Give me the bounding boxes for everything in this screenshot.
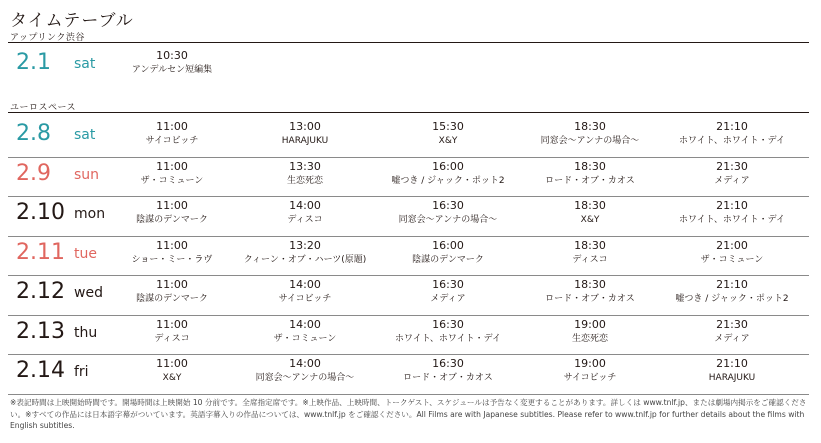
screening-time: 14:00 bbox=[289, 278, 321, 291]
date-label: 2.9 bbox=[16, 160, 51, 186]
screening-slot bbox=[240, 278, 370, 306]
film-title: サイコビッチ bbox=[563, 373, 617, 383]
screening-time: 16:00 bbox=[432, 159, 464, 173]
venue-label-uplink: アップリンク渋谷 bbox=[10, 33, 85, 43]
screening-slot bbox=[240, 318, 370, 346]
screening-time: 11:00 bbox=[156, 238, 188, 252]
film-title: 生恋死恋 bbox=[286, 175, 323, 186]
film-title: ホワイト、ホワイト・デイ bbox=[394, 333, 502, 344]
screening-slot bbox=[240, 357, 370, 385]
date-label: 2.12 bbox=[16, 279, 65, 304]
screening-slot bbox=[107, 357, 237, 385]
screening-slot bbox=[107, 199, 237, 227]
screening-slot bbox=[383, 318, 513, 346]
screening-time: 11:00 bbox=[156, 120, 188, 133]
screening-time: 16:30 bbox=[432, 278, 464, 291]
screening-time: 13:00 bbox=[289, 120, 321, 133]
film-title: 嘘つき / ジャック・ポット2 bbox=[391, 175, 505, 186]
screening-slot bbox=[383, 357, 513, 385]
film-title: 陰謀のデンマーク bbox=[412, 254, 484, 265]
schedule-row bbox=[8, 117, 809, 157]
screening-time: 21:30 bbox=[716, 159, 748, 173]
weekday-label: sat bbox=[74, 56, 96, 72]
film-title: メディア bbox=[430, 294, 466, 304]
film-title: ホワイト、ホワイト・デイ bbox=[678, 136, 786, 146]
screening-slot bbox=[525, 199, 655, 227]
screening-time: 14:00 bbox=[289, 357, 321, 370]
screening-time: 11:00 bbox=[156, 159, 188, 173]
screening-time: 21:30 bbox=[716, 317, 748, 331]
weekday-label: thu bbox=[74, 324, 98, 341]
screening-slot bbox=[667, 278, 797, 306]
film-title: サイコビッチ bbox=[278, 294, 332, 304]
schedule-row bbox=[8, 196, 809, 236]
film-title: 陰謀のデンマーク bbox=[136, 215, 208, 225]
screening-slot bbox=[383, 239, 513, 267]
page-title: タイムテーブル bbox=[10, 11, 134, 31]
film-title: メディア bbox=[714, 333, 750, 344]
screening-slot bbox=[525, 357, 655, 385]
screening-slot bbox=[383, 120, 513, 148]
date-label: 2.11 bbox=[16, 239, 65, 265]
screening-slot bbox=[240, 160, 370, 188]
screening-time: 18:30 bbox=[574, 159, 606, 173]
film-title: X&Y bbox=[580, 215, 600, 225]
film-title: ショー・ミー・ラヴ bbox=[131, 254, 213, 265]
screening-time: 18:30 bbox=[574, 120, 606, 133]
screening-time: 21:10 bbox=[716, 278, 748, 291]
screening-slot bbox=[107, 120, 237, 148]
screening-time: 21:10 bbox=[716, 120, 748, 133]
screening-time: 15:30 bbox=[432, 120, 464, 133]
film-title: サイコビッチ bbox=[145, 136, 199, 146]
screening-time: 21:10 bbox=[716, 199, 748, 212]
screening-slot bbox=[383, 278, 513, 306]
film-title: アンデルセン短編集 bbox=[131, 65, 213, 75]
film-title: ロード・オブ・カオス bbox=[545, 175, 635, 186]
screening-slot bbox=[667, 120, 797, 148]
screening-slot bbox=[667, 357, 797, 385]
screening-slot bbox=[525, 239, 655, 267]
weekday-label: fri bbox=[74, 364, 89, 380]
film-title: 生恋死恋 bbox=[571, 333, 608, 344]
screening-slot bbox=[107, 160, 237, 188]
screening-time: 11:00 bbox=[156, 278, 188, 291]
weekday-label: mon bbox=[74, 206, 106, 222]
date-label: 2.14 bbox=[16, 358, 65, 383]
film-title: ロード・オブ・カオス bbox=[545, 294, 635, 304]
screening-time: 18:30 bbox=[574, 238, 606, 252]
film-title: 同窓会〜アンナの場合〜 bbox=[540, 136, 640, 146]
film-title: ディスコ bbox=[154, 333, 190, 344]
row-divider bbox=[8, 394, 809, 395]
weekday-label: sat bbox=[74, 127, 96, 143]
film-title: 嘘つき / ジャック・ポット2 bbox=[675, 294, 789, 304]
date-label: 2.10 bbox=[16, 200, 65, 225]
schedule-row bbox=[8, 236, 809, 276]
film-title: ディスコ bbox=[572, 254, 608, 265]
screening-slot bbox=[107, 278, 237, 306]
film-title: ザ・コミューン bbox=[273, 333, 337, 344]
film-title: HARAJUKU bbox=[281, 136, 329, 146]
screening-time: 10:30 bbox=[156, 49, 188, 62]
screening-time: 16:30 bbox=[432, 199, 464, 212]
schedule-row bbox=[8, 354, 809, 394]
screening-slot bbox=[240, 239, 370, 267]
venue-divider bbox=[8, 42, 809, 43]
screening-time: 21:10 bbox=[716, 357, 748, 370]
film-title: ザ・コミューン bbox=[140, 175, 204, 186]
venue-label-eurospace: ユーロスペース bbox=[10, 103, 77, 113]
screening-time: 21:00 bbox=[716, 238, 748, 252]
film-title: HARAJUKU bbox=[708, 373, 756, 383]
screening-slot bbox=[525, 278, 655, 306]
screening-slot bbox=[240, 199, 370, 227]
screening-time: 18:30 bbox=[574, 199, 606, 212]
date-label: 2.8 bbox=[16, 121, 51, 146]
screening-slot bbox=[107, 318, 237, 346]
screening-time: 13:30 bbox=[289, 159, 321, 173]
screening-time: 16:00 bbox=[432, 238, 464, 252]
schedule-row bbox=[8, 315, 809, 355]
schedule-row bbox=[8, 275, 809, 315]
screening-slot bbox=[383, 160, 513, 188]
screening-slot bbox=[667, 318, 797, 346]
screening-time: 11:00 bbox=[156, 317, 188, 331]
film-title: X&Y bbox=[162, 373, 182, 383]
film-title: ザ・コミューン bbox=[700, 254, 764, 265]
screening-time: 18:30 bbox=[574, 278, 606, 291]
screening-slot bbox=[240, 120, 370, 148]
screening-slot bbox=[525, 120, 655, 148]
screening-time: 13:20 bbox=[289, 238, 321, 252]
film-title: ディスコ bbox=[287, 215, 323, 225]
film-title: X&Y bbox=[438, 136, 458, 146]
screening-slot bbox=[107, 49, 237, 77]
screening-time: 16:30 bbox=[432, 317, 464, 331]
film-title: ロード・オブ・カオス bbox=[403, 373, 493, 383]
film-title: 陰謀のデンマーク bbox=[136, 294, 208, 304]
screening-time: 14:00 bbox=[289, 199, 321, 212]
screening-time: 11:00 bbox=[156, 357, 188, 370]
film-title: ホワイト、ホワイト・デイ bbox=[678, 215, 786, 225]
schedule-row bbox=[8, 46, 809, 86]
screening-time: 11:00 bbox=[156, 199, 188, 212]
screening-slot bbox=[667, 160, 797, 188]
screening-slot bbox=[383, 199, 513, 227]
screening-time: 14:00 bbox=[289, 317, 321, 331]
date-label: 2.1 bbox=[16, 50, 51, 75]
film-title: メディア bbox=[714, 175, 750, 186]
date-label: 2.13 bbox=[16, 318, 65, 344]
weekday-label: sun bbox=[74, 166, 100, 183]
screening-time: 16:30 bbox=[432, 357, 464, 370]
weekday-label: wed bbox=[74, 285, 103, 301]
film-title: 同窓会〜アンナの場合〜 bbox=[398, 215, 498, 225]
screening-time: 19:00 bbox=[574, 357, 606, 370]
footnote: ※表記時間は上映開始時間です。開場時間は上映開始 10 分前です。全席指定席です。※上映作品、上映時間、トークゲスト、スケジュールは予告なく変更することがあります。詳しくは www.tnlf.jp、または劇場内掲示をご確認ください。※すべての作品には日本語字幕がついています。英語字幕入りの作品については、www.tnlf.jp をご確認ください。All Films are with Japanese subtitles. Please refer to www.tnlf.jp for further details about the films with English subtitles. bbox=[10, 398, 807, 430]
weekday-label: tue bbox=[74, 245, 97, 262]
screening-slot bbox=[667, 199, 797, 227]
screening-time: 19:00 bbox=[574, 317, 606, 331]
film-title: クィーン・オブ・ハーツ(原題) bbox=[243, 254, 367, 265]
screening-slot bbox=[667, 239, 797, 267]
venue-divider bbox=[8, 112, 809, 113]
schedule-row bbox=[8, 157, 809, 197]
screening-slot bbox=[525, 160, 655, 188]
screening-slot bbox=[107, 239, 237, 267]
film-title: 同窓会〜アンナの場合〜 bbox=[255, 373, 355, 383]
screening-slot bbox=[525, 318, 655, 346]
